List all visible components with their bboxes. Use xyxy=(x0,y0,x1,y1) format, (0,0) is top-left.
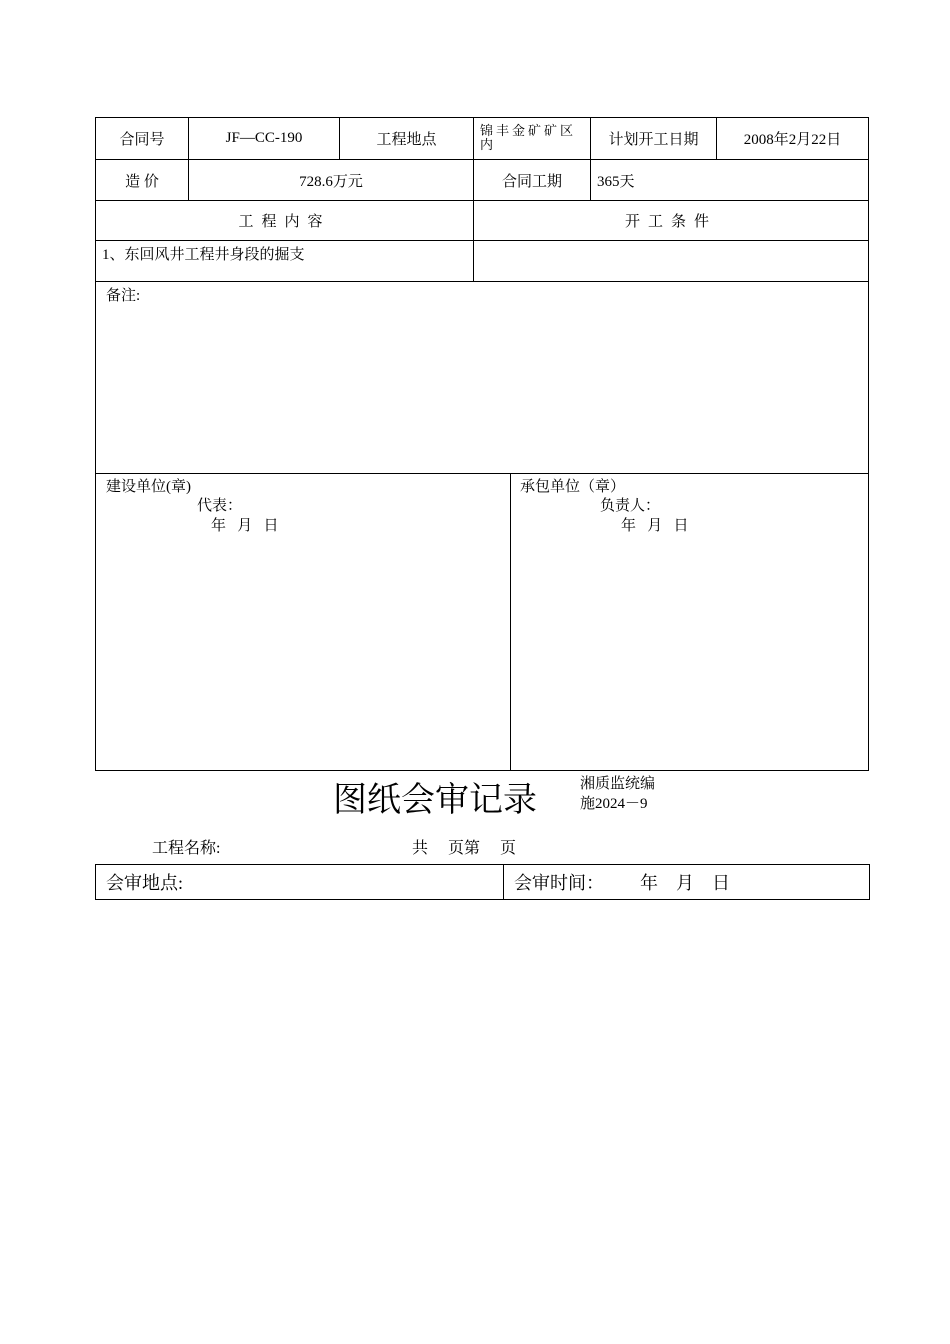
planned-start-value: 2008年2月22日 xyxy=(717,118,869,160)
page-info: 共 页第 页 xyxy=(412,840,517,857)
notes-label: 备注: xyxy=(106,288,141,304)
notes-cell xyxy=(96,282,869,474)
cost-value: 728.6万元 xyxy=(189,160,474,201)
project-name-label: 工程名称: xyxy=(152,840,221,857)
meeting-time-cell xyxy=(504,865,870,900)
duration-label: 合同工期 xyxy=(474,160,591,201)
builder-rep-label: 代表： xyxy=(197,498,243,514)
location-label: 工程地点 xyxy=(340,118,474,160)
planned-start-label: 计划开工日期 xyxy=(591,118,717,160)
form-code-number: 2024－9 xyxy=(595,796,648,812)
contract-info-table xyxy=(95,117,869,771)
builder-unit-label: 建设单位(章) xyxy=(106,479,191,495)
meeting-info-table xyxy=(95,864,870,900)
meeting-time-label: 会审时间： xyxy=(514,873,604,893)
content-item: 1、东回风井工程井身段的掘支 xyxy=(96,241,474,282)
cost-label: 造 价 xyxy=(96,160,189,201)
contract-no-value: JF—CC-190 xyxy=(189,118,340,160)
duration-value: 365天 xyxy=(591,160,869,201)
contractor-rep-label: 负责人： xyxy=(600,498,661,514)
form-code-line1: 湘质监统编 xyxy=(580,774,656,792)
contractor-unit-label: 承包单位（章） xyxy=(520,479,626,495)
builder-date: 年 月 日 xyxy=(211,518,279,534)
meeting-place-label: 会审地点: xyxy=(106,873,184,893)
conditions-value xyxy=(474,241,869,282)
page-title: 图纸会审记录 xyxy=(333,780,537,820)
form-code xyxy=(580,773,655,814)
form-code-prefix: 施 xyxy=(580,794,596,812)
project-name-line xyxy=(152,835,220,858)
builder-signature-block xyxy=(96,474,511,771)
content-header: 工程内容 xyxy=(96,201,474,241)
conditions-header: 开工条件 xyxy=(474,201,869,241)
meeting-place-cell xyxy=(96,865,504,900)
location-value: 锦丰金矿矿区内 xyxy=(474,118,591,160)
meeting-time-value: 年 月 日 xyxy=(640,873,730,893)
contract-no-label: 合同号 xyxy=(96,118,189,160)
signature-row xyxy=(96,474,869,771)
contractor-date: 年 月 日 xyxy=(621,518,689,534)
